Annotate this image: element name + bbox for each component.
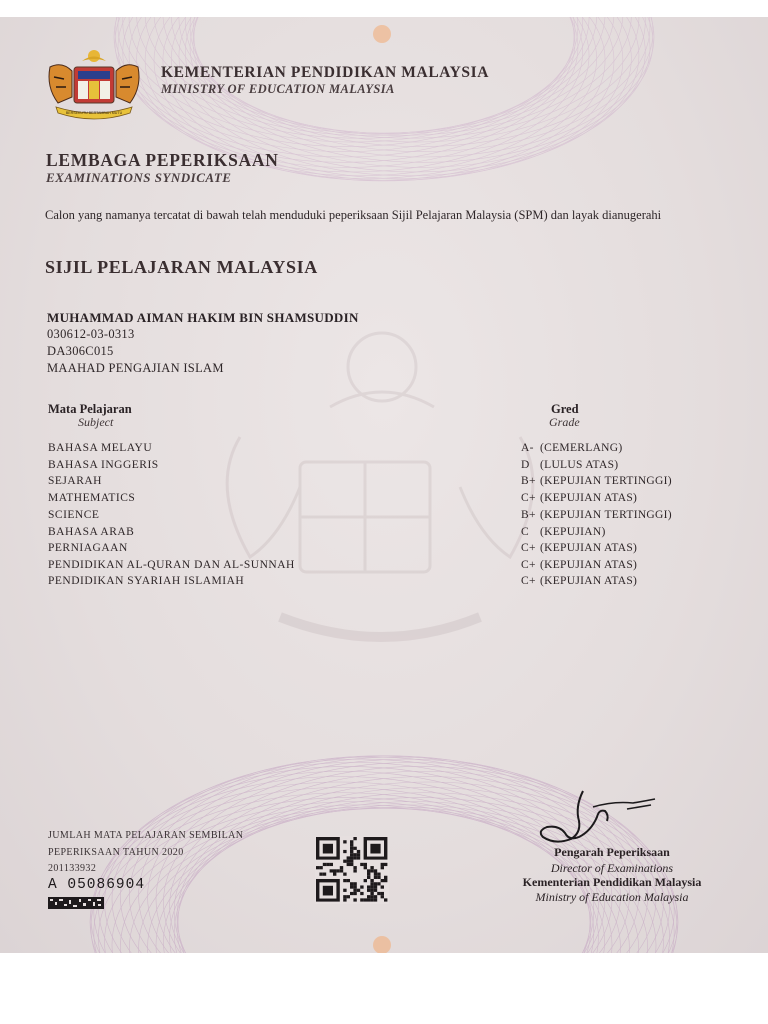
subject-name: PENDIDIKAN AL-QURAN DAN AL-SUNNAH xyxy=(48,559,295,571)
subject-column-header-english: Subject xyxy=(78,415,114,429)
signatory-title-english: Director of Examinations xyxy=(550,861,674,875)
syndicate-title-malay: LEMBAGA PEPERIKSAAN xyxy=(46,150,279,170)
signatory-ministry-malay: Kementerian Pendidikan Malaysia xyxy=(522,875,702,889)
subject-name: MATHEMATICS xyxy=(48,492,136,504)
coat-of-arms-emblem xyxy=(44,47,144,121)
grade-column-header-english: Grade xyxy=(549,415,580,429)
subject-name: PERNIAGAAN xyxy=(48,542,128,554)
subject-name: BAHASA ARAB xyxy=(48,526,135,538)
serial-number: A 05086904 xyxy=(48,877,146,893)
small-barcode xyxy=(48,897,104,909)
subject-grade: B+ (KEPUJIAN TERTINGGI) xyxy=(521,475,672,487)
candidate-index-number: DA306C015 xyxy=(47,344,114,358)
subject-grade: C (KEPUJIAN) xyxy=(521,526,606,538)
subject-grade: C+ (KEPUJIAN ATAS) xyxy=(521,559,638,571)
subject-grade: C+ (KEPUJIAN ATAS) xyxy=(521,542,638,554)
subject-name: BAHASA MELAYU xyxy=(48,442,153,454)
subject-grade: D (LULUS ATAS) xyxy=(521,459,619,471)
exam-year-text: PEPERIKSAAN TAHUN 2020 xyxy=(48,847,184,858)
candidate-name: MUHAMMAD AIMAN HAKIM BIN SHAMSUDDIN xyxy=(47,310,359,325)
subject-grade: C+ (KEPUJIAN ATAS) xyxy=(521,492,638,504)
signatory-title-malay: Pengarah Peperiksaan xyxy=(554,845,670,859)
candidate-ic-number: 030612-03-0313 xyxy=(47,327,135,341)
subject-grade: A- (CEMERLANG) xyxy=(521,442,623,454)
svg-text:BERSEKUTU BERTAMBAH MUTU: BERSEKUTU BERTAMBAH MUTU xyxy=(65,111,123,115)
subject-grade: C+ (KEPUJIAN ATAS) xyxy=(521,575,638,587)
grade-column-header: Gred xyxy=(551,402,579,416)
award-statement: Calon yang namanya tercatat di bawah telah menduduki peperiksaan Sijil Pelajaran Malaysia (SPM) dan layak dianugerahi xyxy=(45,208,662,222)
watermark-crest xyxy=(227,333,533,637)
subject-name: BAHASA INGGERIS xyxy=(48,459,159,471)
subject-column-header: Mata Pelajaran xyxy=(48,402,132,416)
ministry-title-english: MINISTRY OF EDUCATION MALAYSIA xyxy=(161,82,395,96)
syndicate-title-english: EXAMINATIONS SYNDICATE xyxy=(46,170,232,185)
subject-name: PENDIDIKAN SYARIAH ISLAMIAH xyxy=(48,575,245,587)
signatory-ministry-english: Ministry of Education Malaysia xyxy=(535,890,689,904)
bottom-medallion xyxy=(373,936,391,953)
candidate-school: MAAHAD PENGAJIAN ISLAM xyxy=(47,361,224,375)
subject-name: SCIENCE xyxy=(48,509,100,521)
subject-grade: B+ (KEPUJIAN TERTINGGI) xyxy=(521,509,672,521)
ministry-title-malay: KEMENTERIAN PENDIDIKAN MALAYSIA xyxy=(161,64,490,81)
qr-code xyxy=(315,836,389,904)
certificate xyxy=(0,17,768,953)
total-subjects-text: JUMLAH MATA PELAJARAN SEMBILAN xyxy=(48,830,244,841)
top-medallion xyxy=(373,25,391,43)
certificate-code: 201133932 xyxy=(48,863,97,874)
director-signature xyxy=(535,787,665,849)
subject-name: SEJARAH xyxy=(48,475,102,487)
certificate-title: SIJIL PELAJARAN MALAYSIA xyxy=(45,257,318,277)
